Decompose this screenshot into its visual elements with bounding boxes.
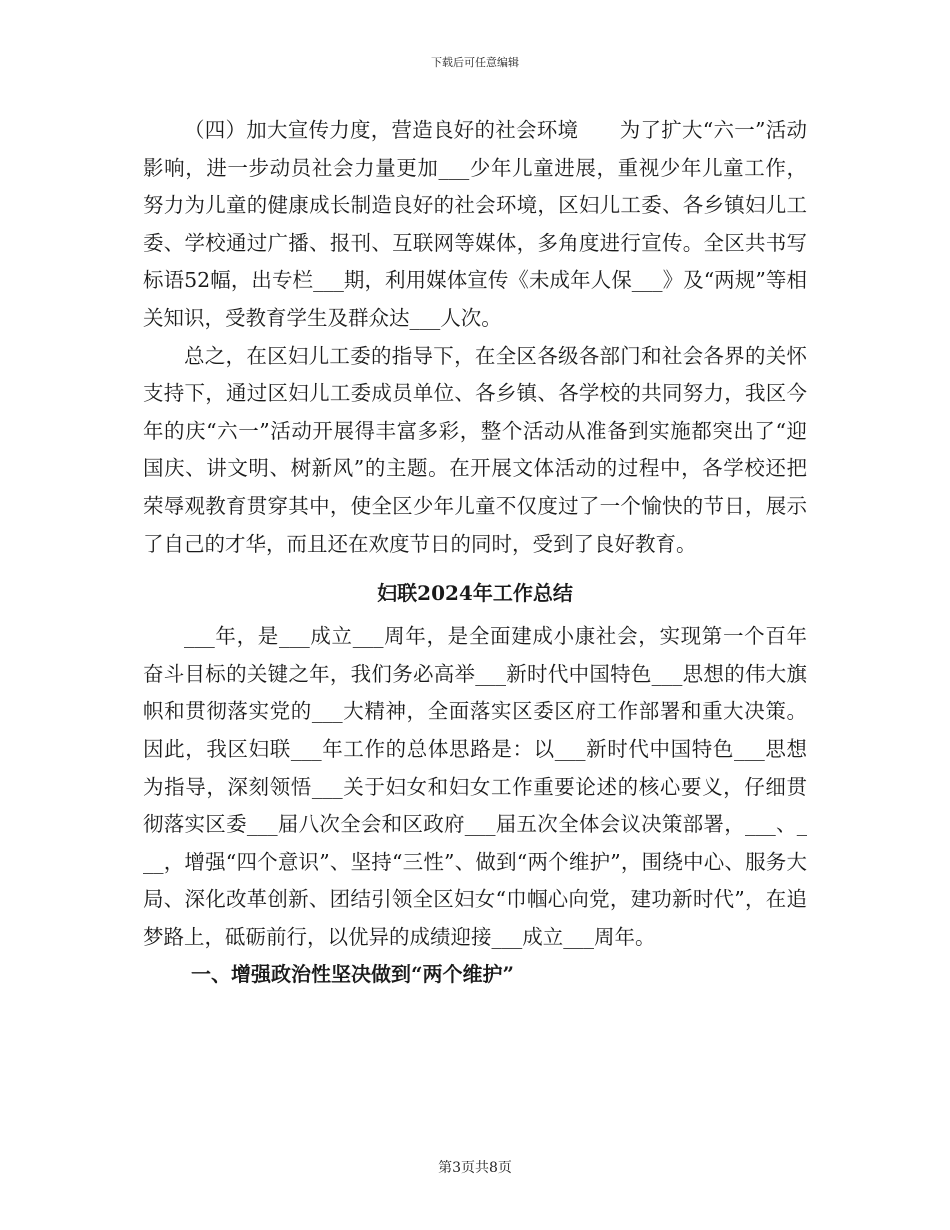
page-footer: 第3页共8页 bbox=[438, 1160, 512, 1176]
paragraph-summary: 总之，在区妇儿工委的指导下，在全区各级各部门和社会各界的关怀支持下，通过区妇儿工委成员单位、各乡镇、各学校的共同努力，我区今年的庆“六一”活动开展得丰富多彩，整个活动从准备到实施都突出了“迎国庆、讲文明、树新风”的主题。在开展文体活动的过程中，各学校还把荣辱观教育贯穿其中，使全区少年儿童不仅度过了一个愉快的节日，展示了自己的才华，而且还在欢度节日的同时，受到了良好教育。 bbox=[143, 343, 807, 556]
document-title: 妇联2024年工作总结 bbox=[377, 581, 573, 606]
paragraph-work-plan: ___年，是___成立___周年，是全面建成小康社会，实现第一个百年奋斗目标的关键之年，我们务必高举___新时代中国特色___思想的伟大旗帜和贯彻落实党的___大精神，全面落实区委区府工作部署和重大决策。因此，我区妇联___年工作的总体思路是：以___新时代中国特色___思想为指导，深刻领悟___关于妇女和妇女工作重要论述的核心要义，仔细贯彻落实区委___届八次全会和区政府___届五次全体会议决策部署，___、___，增强“四个意识”、坚持“三性”、做到“两个维护”，围绕中心、服务大局、深化改革创新、团结引领全区妇女“巾帼心向党，建功新时代”，在追梦路上，砥砺前行，以优异的成绩迎接___成立___周年。 bbox=[143, 624, 807, 949]
page-header: 下载后可任意编辑 bbox=[431, 56, 519, 69]
document-body bbox=[143, 112, 807, 993]
section-heading: 一、增强政治性坚决做到“两个维护” bbox=[191, 962, 515, 987]
paragraph-publicity: （四）加大宣传力度，营造良好的社会环境 为了扩大“六一”活动影响，进一步动员社会力量更加___少年儿童进展，重视少年儿童工作，努力为儿童的健康成长制造良好的社会环境，区妇儿工委、各乡镇妇儿工委、学校通过广播、报刊、互联网等媒体，多角度进行宣传。全区共书写标语52幅，出专栏___期，利用媒体宣传《未成年人保___》及“两规”等相关知识，受教育学生及群众达___人次。 bbox=[143, 118, 807, 330]
